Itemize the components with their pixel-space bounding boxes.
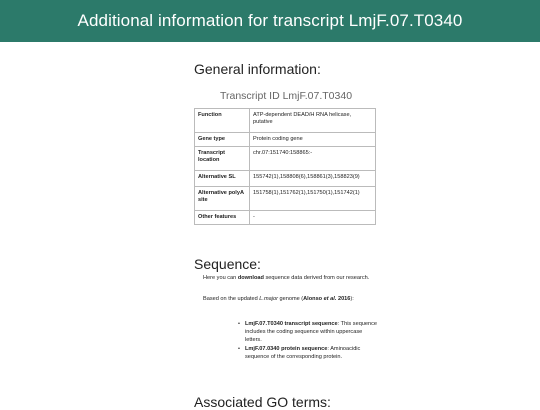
list-item-desc: : Aminoacidic sequence of the corresponding protein.	[245, 346, 361, 360]
table-row	[195, 133, 376, 147]
table-row	[195, 109, 376, 133]
info-table	[194, 108, 376, 225]
bullet-icon: •	[238, 346, 240, 352]
sequence-based-on	[203, 295, 373, 303]
sequence-heading: Sequence:	[194, 256, 261, 272]
bullet-icon: •	[238, 321, 240, 327]
table-row	[195, 147, 376, 171]
row-value: ATP-dependent DEAD/H RNA helicase, putative	[250, 109, 376, 133]
based-text: Based on the updated	[203, 296, 260, 302]
row-key: Transcript location	[195, 147, 250, 171]
citation-etal: et al.	[323, 296, 337, 302]
row-key: Alternative SL	[195, 171, 250, 187]
citation-author: Alonso	[303, 296, 324, 302]
list-item-title: LmjF.07.T0340 transcript sequence	[245, 321, 338, 327]
row-key: Alternative polyA site	[195, 187, 250, 211]
intro-text-end: sequence data derived from our research.	[263, 275, 370, 281]
page-title: Additional information for transcript LmjF.07.T0340	[77, 11, 463, 30]
row-value: chr.07:151740:158865:-	[250, 147, 376, 171]
row-value: 155742(1),158808(6),158861(3),158823(9)	[250, 171, 376, 187]
citation-link[interactable]	[303, 296, 350, 302]
row-key: Gene type	[195, 133, 250, 147]
based-text-mid: genome (	[277, 296, 304, 302]
species-name: L.major	[259, 296, 278, 302]
intro-text: Here you can	[203, 275, 238, 281]
protein-sequence-link[interactable]	[245, 346, 327, 352]
row-key: Other features	[195, 211, 250, 225]
download-link-label: download	[237, 275, 264, 281]
table-row	[195, 171, 376, 187]
table-row	[195, 187, 376, 211]
based-text-end: ):	[350, 296, 354, 302]
list-item	[238, 320, 378, 344]
row-value: Protein coding gene	[250, 133, 376, 147]
sequence-intro	[203, 274, 373, 282]
list-item-desc: : This sequence includes the coding sequence within uppercase letters.	[245, 321, 378, 343]
list-item	[238, 345, 378, 361]
table-row	[195, 211, 376, 225]
row-value: -	[250, 211, 376, 225]
row-key: Function	[195, 109, 250, 133]
go-terms-heading: Associated GO terms:	[194, 394, 331, 410]
transcript-id: Transcript ID LmjF.07.T0340	[219, 90, 353, 102]
list-item-title: LmjF.07.0340 protein sequence	[245, 346, 328, 352]
download-link[interactable]	[238, 275, 264, 281]
page-header	[0, 0, 540, 42]
row-value: 151758(1),151762(1),151750(1),151742(1)	[250, 187, 376, 211]
citation-year: 2016	[336, 296, 351, 302]
transcript-sequence-link[interactable]	[245, 321, 338, 327]
sequence-list	[238, 320, 378, 362]
general-info-heading: General information:	[194, 61, 321, 77]
